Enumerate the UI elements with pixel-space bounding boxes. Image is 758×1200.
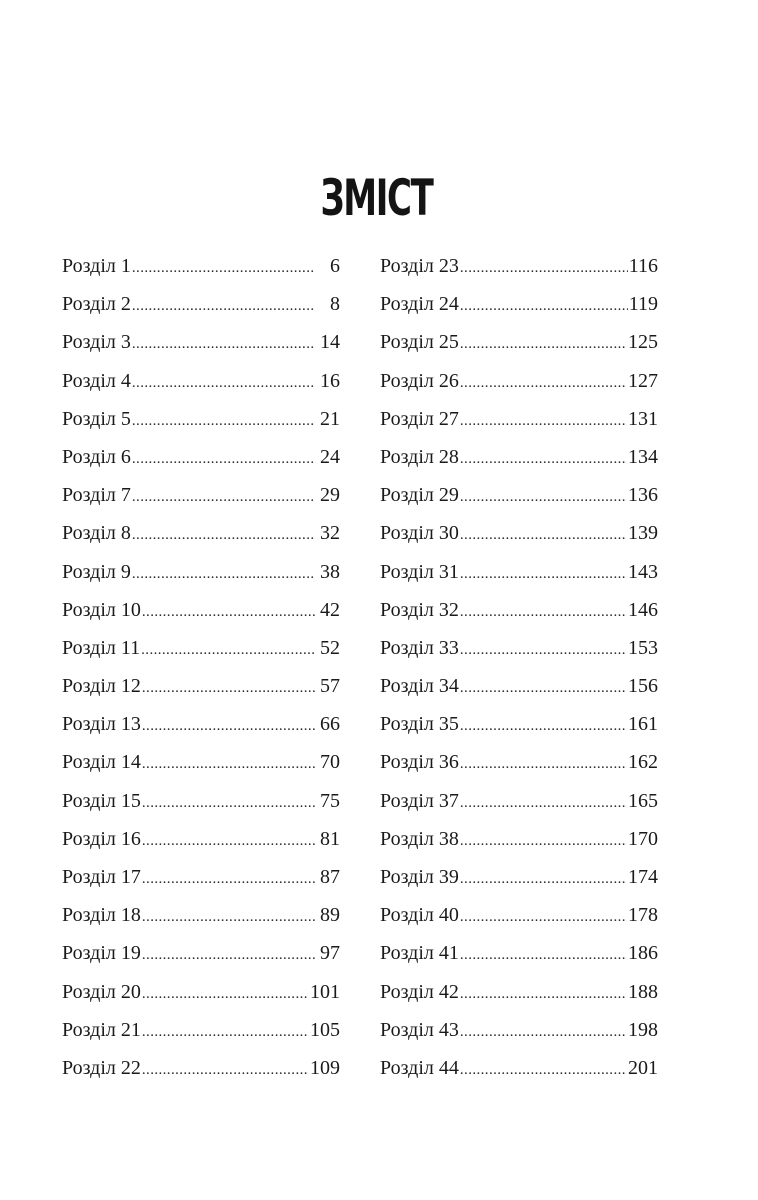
toc-dot-leader <box>142 822 315 860</box>
toc-chapter-label: Розділ 12 <box>62 675 141 698</box>
toc-dot-leader <box>460 440 627 478</box>
toc-page-number: 198 <box>628 1018 658 1041</box>
toc-page-number: 70 <box>320 751 340 774</box>
toc-chapter-label: Розділ 36 <box>380 751 459 774</box>
toc-entry <box>62 705 340 743</box>
toc-page-number: 146 <box>628 598 658 621</box>
toc-dot-leader <box>142 593 315 631</box>
toc-page-number: 109 <box>310 1056 340 1079</box>
toc-chapter-label: Розділ 19 <box>62 942 141 965</box>
toc-dot-leader <box>142 898 315 936</box>
toc-dot-leader <box>141 631 315 669</box>
toc-entry <box>380 858 658 896</box>
toc-chapter-label: Розділ 7 <box>62 484 131 507</box>
toc-entry <box>62 400 340 438</box>
toc-chapter-label: Розділ 1 <box>62 255 131 277</box>
toc-chapter-label: Розділ 31 <box>380 560 459 583</box>
toc-page-number: 16 <box>320 369 340 392</box>
toc-dot-leader <box>132 402 315 440</box>
toc-chapter-label: Розділ 5 <box>62 407 131 430</box>
toc-right-column <box>380 247 658 1087</box>
toc-chapter-label: Розділ 6 <box>62 445 131 468</box>
toc-chapter-label: Розділ 26 <box>380 369 459 392</box>
toc-page-number: 143 <box>628 560 658 583</box>
toc-entry <box>62 553 340 591</box>
toc-page-number: 57 <box>320 675 340 698</box>
toc-dot-leader <box>460 860 627 898</box>
toc-page-number: 14 <box>320 331 340 354</box>
toc-dot-leader <box>460 975 627 1013</box>
toc-chapter-label: Розділ 8 <box>62 522 131 545</box>
toc-dot-leader <box>132 325 315 363</box>
toc-dot-leader <box>460 287 628 325</box>
toc-chapter-label: Розділ 39 <box>380 866 459 888</box>
toc-dot-leader <box>460 364 627 402</box>
toc-chapter-label: Розділ 41 <box>380 942 459 965</box>
toc-entry <box>380 591 658 629</box>
toc-page-number: 136 <box>628 484 658 507</box>
toc-dot-leader <box>132 555 315 593</box>
toc-entry <box>62 820 340 858</box>
toc-entry <box>62 896 340 934</box>
toc-chapter-label: Розділ 21 <box>62 1018 141 1041</box>
toc-chapter-label: Розділ 16 <box>62 827 141 850</box>
toc-entry <box>380 782 658 820</box>
toc-chapter-label: Розділ 22 <box>62 1056 141 1079</box>
toc-chapter-label: Розділ 3 <box>62 331 131 354</box>
toc-chapter-label: Розділ 35 <box>380 713 459 736</box>
toc-page-number: 21 <box>320 407 340 430</box>
toc-entry <box>380 667 658 705</box>
toc-dot-leader <box>460 1051 627 1089</box>
toc-page-number: 186 <box>628 942 658 965</box>
toc-dot-leader <box>132 249 315 287</box>
toc-dot-leader <box>460 784 627 822</box>
toc-chapter-label: Розділ 25 <box>380 331 459 354</box>
toc-entry <box>380 896 658 934</box>
toc-chapter-label: Розділ 42 <box>380 980 459 1003</box>
toc-chapter-label: Розділ 18 <box>62 904 141 927</box>
toc-dot-leader <box>132 516 315 554</box>
toc-entry <box>62 782 340 820</box>
toc-dot-leader <box>460 631 627 669</box>
toc-entry <box>380 438 658 476</box>
toc-page-number: 165 <box>628 789 658 812</box>
toc-page-number: 127 <box>628 369 658 392</box>
toc-page-number: 162 <box>628 751 658 774</box>
toc-dot-leader <box>142 707 315 745</box>
toc-page-number: 116 <box>628 255 658 277</box>
toc-dot-leader <box>460 707 627 745</box>
toc-chapter-label: Розділ 14 <box>62 751 141 774</box>
toc-chapter-label: Розділ 44 <box>380 1056 459 1079</box>
toc-page-number: 174 <box>628 866 658 888</box>
toc-entry <box>380 247 658 285</box>
toc-chapter-label: Розділ 20 <box>62 980 141 1003</box>
toc-entry <box>380 1011 658 1049</box>
toc-page-number: 125 <box>628 331 658 354</box>
toc-entry <box>62 514 340 552</box>
toc-left-column <box>62 247 340 1087</box>
toc-dot-leader <box>142 1013 309 1051</box>
toc-page-number: 188 <box>628 980 658 1003</box>
toc-entry <box>380 820 658 858</box>
toc-page-number: 87 <box>320 866 340 888</box>
toc-entry <box>380 973 658 1011</box>
toc-page-number: 178 <box>628 904 658 927</box>
toc-entry <box>380 743 658 781</box>
toc-chapter-label: Розділ 4 <box>62 369 131 392</box>
toc-page-number: 75 <box>320 789 340 812</box>
toc-entry <box>380 285 658 323</box>
toc-chapter-label: Розділ 30 <box>380 522 459 545</box>
toc-entry <box>380 362 658 400</box>
toc-dot-leader <box>460 669 627 707</box>
toc-entry <box>62 1049 340 1087</box>
toc-dot-leader <box>460 516 627 554</box>
toc-chapter-label: Розділ 27 <box>380 407 459 430</box>
toc-chapter-label: Розділ 11 <box>62 636 141 659</box>
toc-entry <box>62 247 340 285</box>
toc-page-number: 89 <box>320 904 340 927</box>
toc-chapter-label: Розділ 13 <box>62 713 141 736</box>
toc-page-number: 156 <box>628 675 658 698</box>
toc-entry <box>380 934 658 972</box>
toc-dot-leader <box>142 860 315 898</box>
toc-page-number: 38 <box>320 560 340 583</box>
toc-chapter-label: Розділ 9 <box>62 560 131 583</box>
toc-entry <box>62 1011 340 1049</box>
toc-page-number: 29 <box>320 484 340 507</box>
toc-dot-leader <box>460 555 627 593</box>
toc-dot-leader <box>460 936 627 974</box>
toc-entry <box>62 858 340 896</box>
toc-entry <box>380 553 658 591</box>
toc-entry <box>62 438 340 476</box>
toc-entry <box>62 285 340 323</box>
toc-chapter-label: Розділ 29 <box>380 484 459 507</box>
toc-dot-leader <box>132 364 315 402</box>
toc-page-number: 97 <box>320 942 340 965</box>
toc-chapter-label: Розділ 34 <box>380 675 459 698</box>
toc-chapter-label: Розділ 28 <box>380 445 459 468</box>
toc-page-number: 101 <box>310 980 340 1003</box>
toc-entry <box>62 973 340 1011</box>
toc-dot-leader <box>132 478 315 516</box>
toc-page-number: 139 <box>628 522 658 545</box>
toc-entry <box>62 934 340 972</box>
toc-dot-leader <box>460 478 627 516</box>
toc-chapter-label: Розділ 40 <box>380 904 459 927</box>
toc-chapter-label: Розділ 33 <box>380 636 459 659</box>
toc-page-number: 161 <box>628 713 658 736</box>
toc-entry <box>380 400 658 438</box>
toc-chapter-label: Розділ 32 <box>380 598 459 621</box>
toc-dot-leader <box>142 936 315 974</box>
toc-dot-leader <box>460 402 627 440</box>
toc-page-number: 24 <box>320 445 340 468</box>
toc-dot-leader <box>460 745 627 783</box>
page-title: ЗМІСТ <box>320 169 433 227</box>
toc-chapter-label: Розділ 24 <box>380 293 459 316</box>
toc-page-number: 32 <box>320 522 340 545</box>
toc-entry <box>380 323 658 361</box>
toc-chapter-label: Розділ 10 <box>62 598 141 621</box>
toc-dot-leader <box>460 822 627 860</box>
toc-page-number: 201 <box>628 1056 658 1079</box>
toc-dot-leader <box>132 440 315 478</box>
toc-entry <box>380 514 658 552</box>
toc-page-number: 42 <box>320 598 340 621</box>
toc-entry <box>62 629 340 667</box>
toc-dot-leader <box>142 784 315 822</box>
toc-entry <box>62 362 340 400</box>
toc-page-number: 8 <box>330 293 340 316</box>
toc-chapter-label: Розділ 38 <box>380 827 459 850</box>
toc-dot-leader <box>142 745 315 783</box>
toc-entry <box>62 323 340 361</box>
toc-dot-leader <box>460 325 627 363</box>
toc-dot-leader <box>132 287 315 325</box>
toc-dot-leader <box>460 1013 627 1051</box>
toc-entry <box>62 743 340 781</box>
toc-entry <box>380 1049 658 1087</box>
toc-chapter-label: Розділ 43 <box>380 1018 459 1041</box>
toc-dot-leader <box>460 593 627 631</box>
toc-page-number: 6 <box>330 255 340 277</box>
toc-entry <box>62 476 340 514</box>
toc-dot-leader <box>460 898 627 936</box>
toc-page-number: 66 <box>320 713 340 736</box>
toc-dot-leader <box>142 975 309 1013</box>
toc-dot-leader <box>142 669 315 707</box>
toc-page-number: 131 <box>628 407 658 430</box>
toc-entry <box>380 705 658 743</box>
toc-page-number: 170 <box>628 827 658 850</box>
toc-page-number: 119 <box>628 293 658 316</box>
toc-dot-leader <box>142 1051 309 1089</box>
toc-page-number: 52 <box>320 636 340 659</box>
toc-entry <box>62 667 340 705</box>
toc-entry <box>380 629 658 667</box>
toc-page-number: 81 <box>320 827 340 850</box>
toc-entry <box>62 591 340 629</box>
toc-chapter-label: Розділ 2 <box>62 293 131 316</box>
toc-chapter-label: Розділ 37 <box>380 789 459 812</box>
toc-dot-leader <box>460 249 628 287</box>
toc-page-number: 134 <box>628 445 658 468</box>
toc-chapter-label: Розділ 17 <box>62 866 141 888</box>
toc-chapter-label: Розділ 23 <box>380 255 459 277</box>
toc-chapter-label: Розділ 15 <box>62 789 141 812</box>
toc-entry <box>380 476 658 514</box>
toc-page-number: 105 <box>310 1018 340 1041</box>
toc-page-number: 153 <box>628 636 658 659</box>
